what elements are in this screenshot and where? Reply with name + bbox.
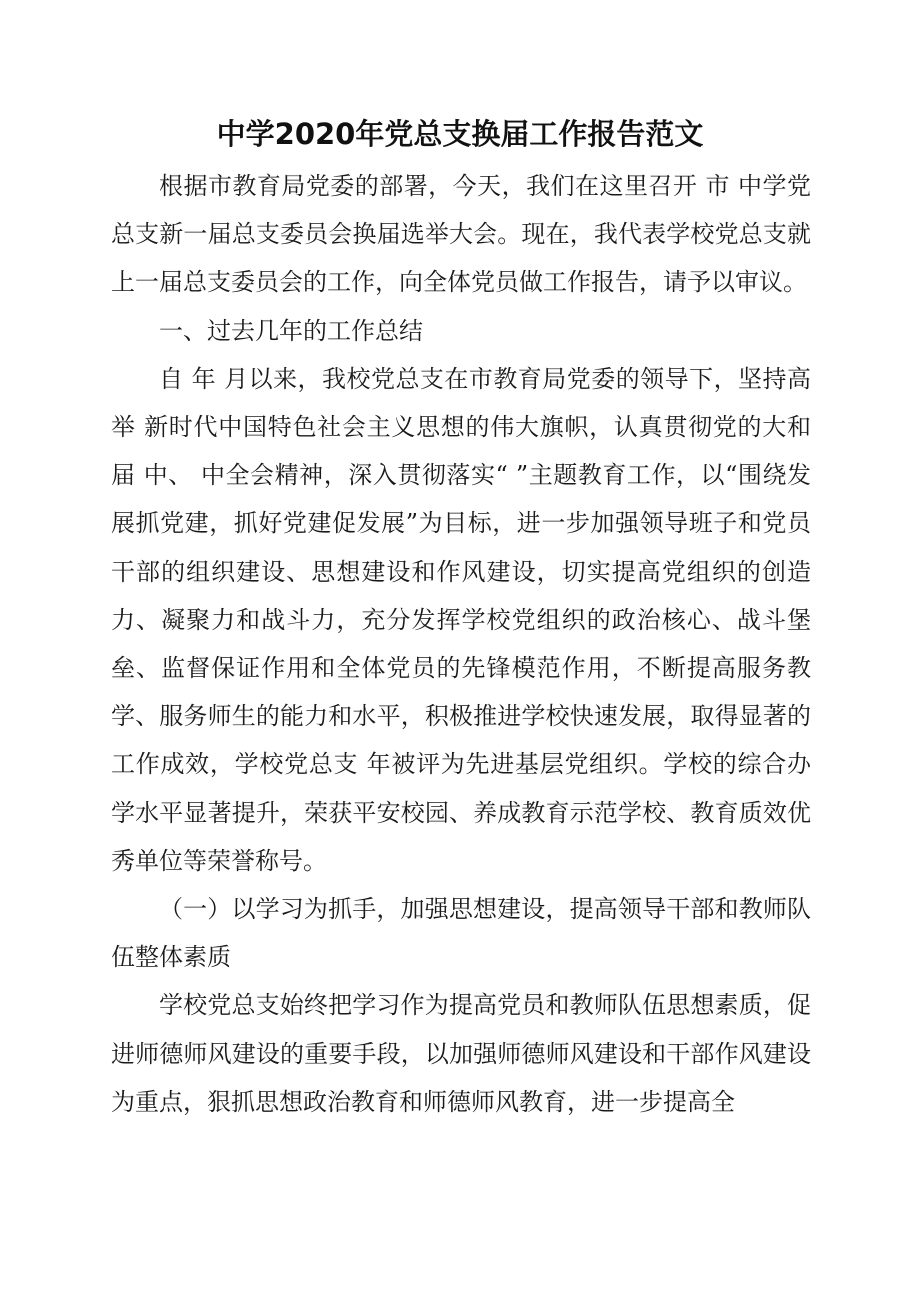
document-title: 中学2020年党总支换届工作报告范文 [216,117,704,151]
intro-paragraph: 根据市教育局党委的部署，今天，我们在这里召开 市 中学党总支新一届总支委员会换届选举大会。现在，我代表学校党总支就上一届总支委员会的工作，向全体党员做工作报告，请予以审议。 [111,172,811,297]
document-body [111,162,811,1126]
section-heading-work-summary: 一、过去几年的工作总结 [159,316,423,345]
subsection-heading-study: （一）以学习为抓手，加强思想建设，提高领导干部和教师队伍整体素质 [111,895,811,972]
study-paragraph: 学校党总支始终把学习作为提高党员和教师队伍思想素质，促进师德师风建设的重要手段，以加强师德师风建设和干部作风建设为重点，狠抓思想政治教育和师德师风教育，进一步提高全 [111,991,811,1116]
summary-paragraph: 自 年 月以来，我校党总支在市教育局党委的领导下，坚持高举 新时代中国特色社会主义思想的伟大旗帜，认真贯彻党的大和 届 中、 中全会精神，深入贯彻落实“ ”主题教育工作，以“围绕发展抓党建，抓好党建促发展”为目标，进一步加强领导班子和党员干部的组织建设、思想建设和作风建设，切实提高党组织的创造力、凝聚力和战斗力，充分发挥学校党组织的政治核心、战斗堡垒、监督保证作用和全体党员的先锋模范作用，不断提高服务教学、服务师生的能力和水平，积极推进学校快速发展，取得显著的工作成效，学校党总支 年被评为先进基层党组织。学校的综合办学水平显著提升，荣获平安校园、养成教育示范学校、教育质效优秀单位等荣誉称号。 [111,364,811,875]
